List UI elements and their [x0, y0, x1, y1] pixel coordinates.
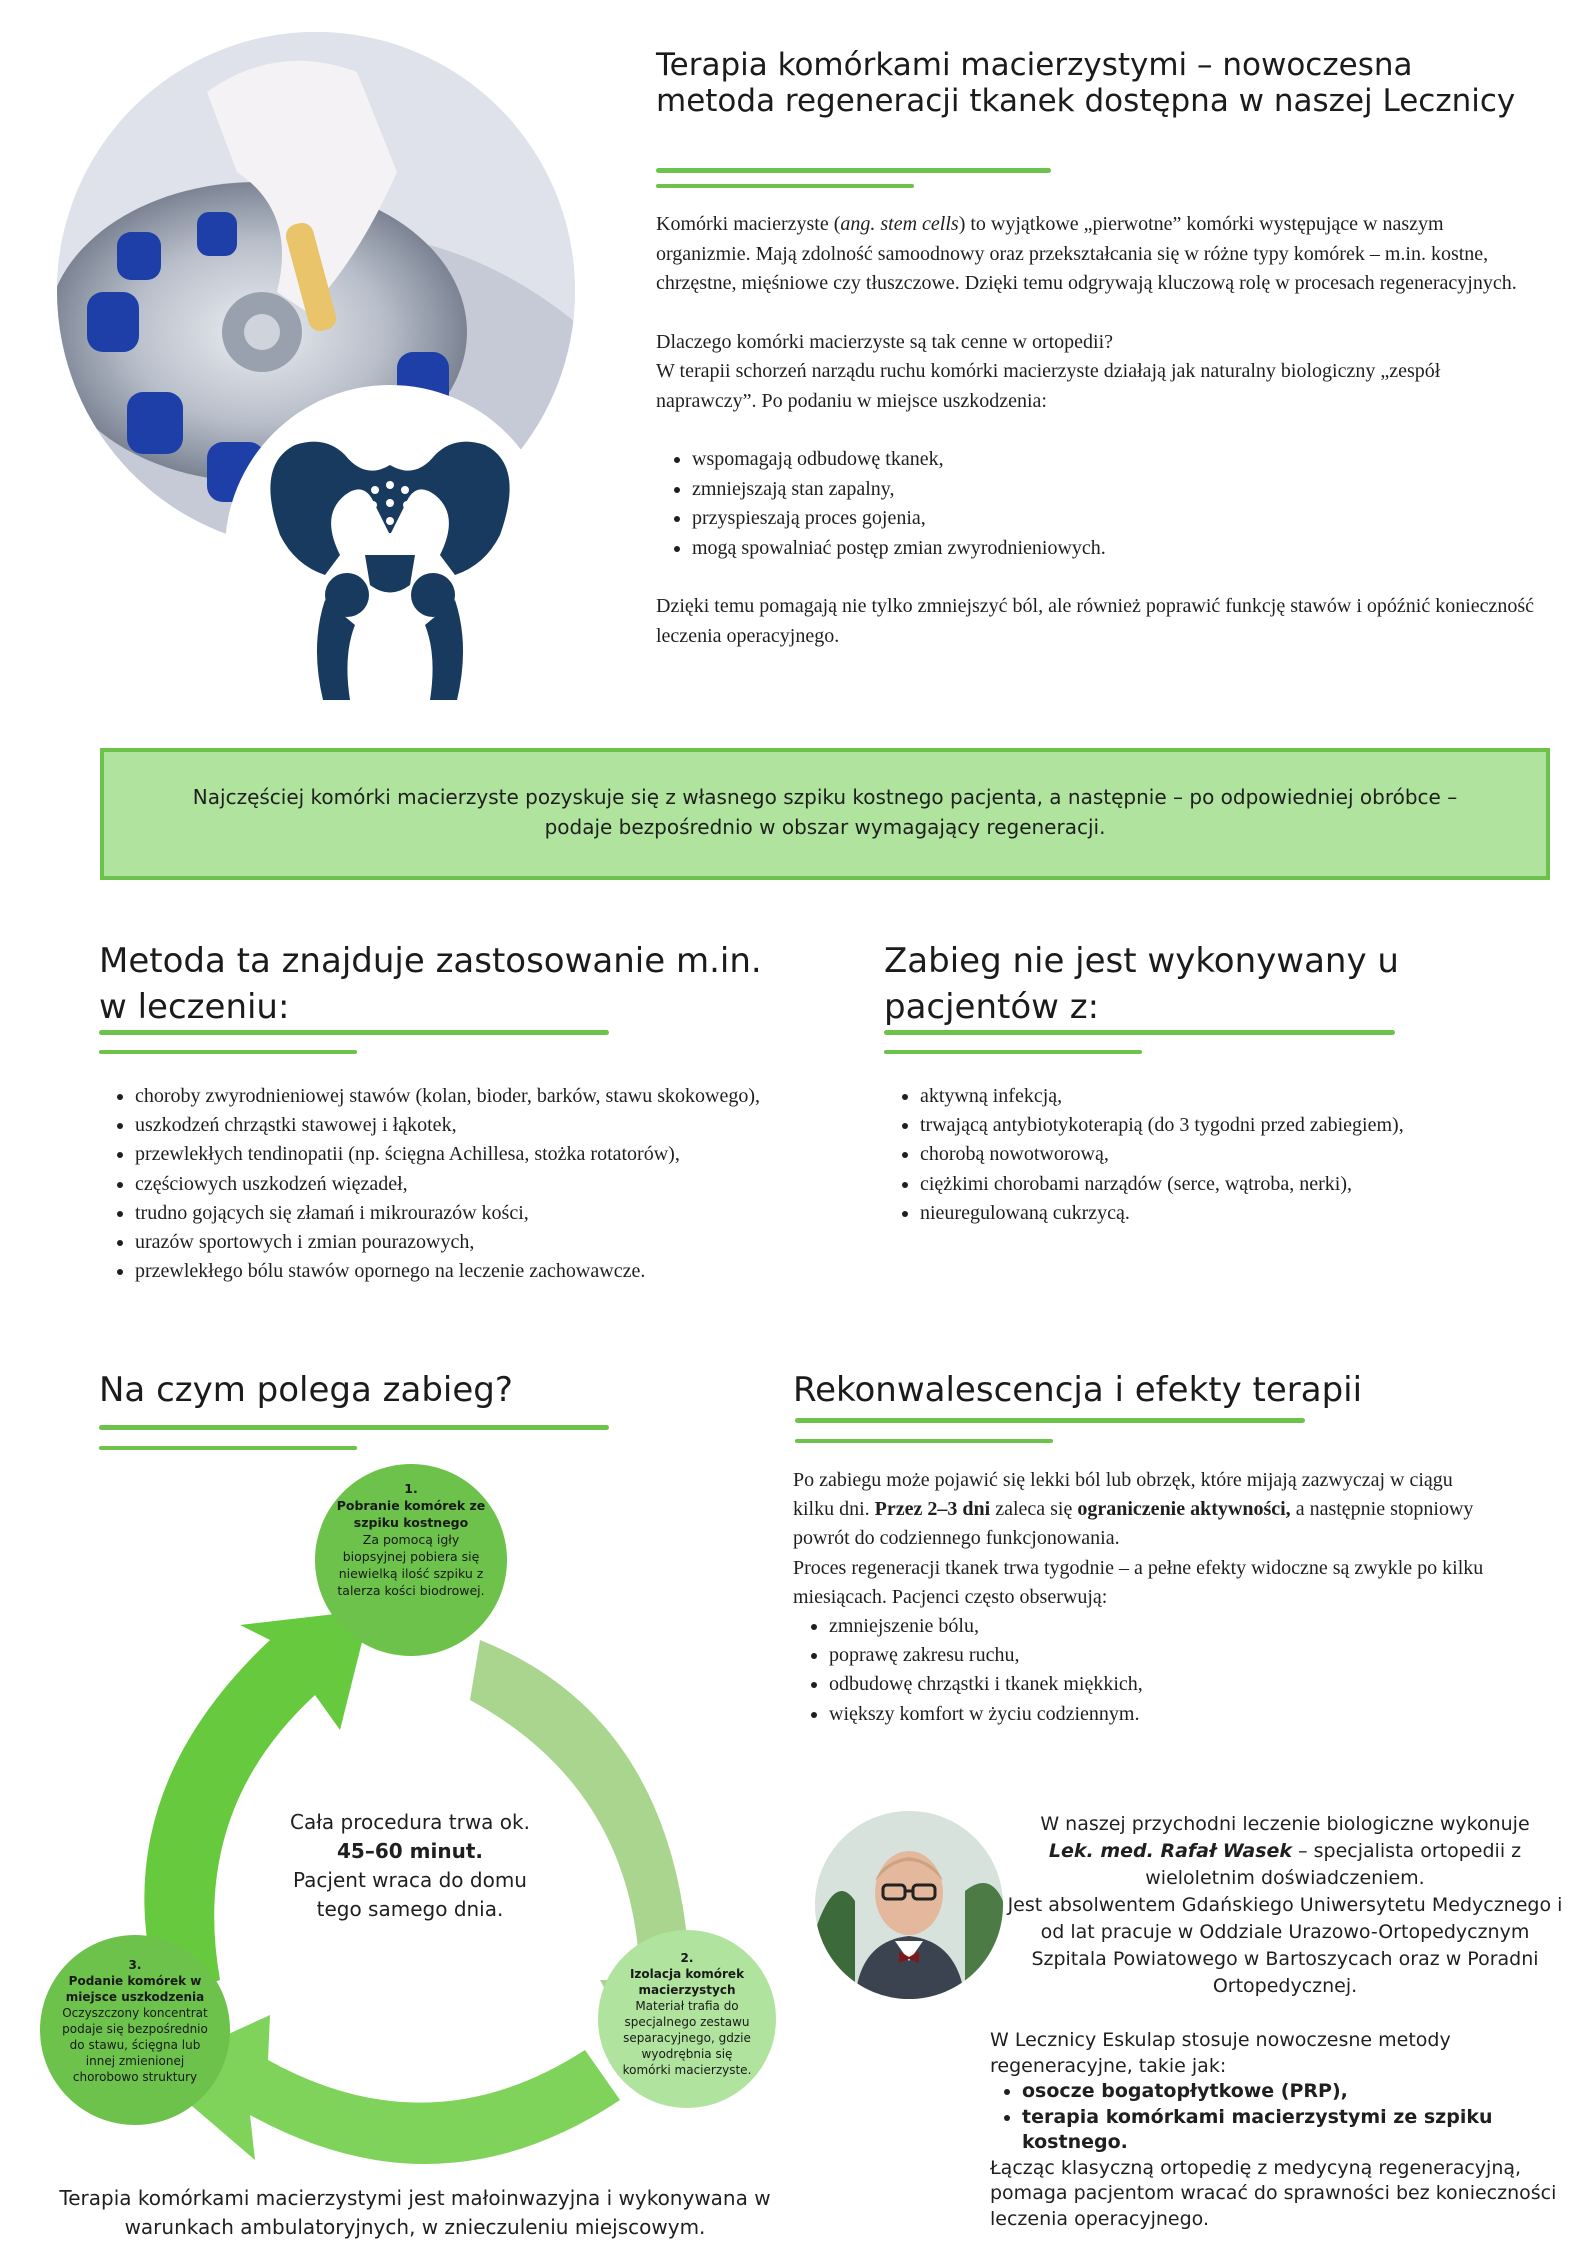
step-1-circle: [315, 1464, 507, 1656]
list-item: • przewlekłych tendinopatii (np. ścięgna Achillesa, stożka rotatorów),: [135, 1140, 775, 1169]
list-item: • trwającą antybiotykoterapią (do 3 tygodni przed zabiegiem),: [920, 1111, 1560, 1140]
list-item: • choroby zwyrodnieniowej stawów (kolan, bioder, barków, stawu skokowego),: [135, 1082, 775, 1111]
list-item: • większy komfort w życiu codziennym.: [829, 1700, 1493, 1729]
benefits-list: [656, 445, 1536, 563]
contraindications-list: [884, 1082, 1560, 1228]
step-3-circle: [40, 1935, 230, 2125]
intro-text: [656, 210, 1536, 651]
indications-underline: [99, 1030, 609, 1035]
contraindications-underline-short: [884, 1050, 1142, 1054]
step-3-title: Podanie komórek w miejsce uszkodzenia: [65, 1974, 205, 2004]
list-item: • urazów sportowych i zmian pourazowych,: [135, 1228, 775, 1257]
methods-intro: W Lecznicy Eskulap stosuje nowoczesne metody regeneracyjne, takie jak:: [990, 2029, 1451, 2077]
title-underline-short: [656, 184, 914, 188]
doctor-education: Jest absolwentem Gdańskiego Uniwersytetu Medycznego i od lat pracuje w Oddziale Urazowo-Ortopedycznym Szpitala Powiatowego w Bartoszycach oraz w Poradni Ortopedycznej.: [1007, 1894, 1563, 1997]
contraindications-title: Zabieg nie jest wykonywany u pacjentów z:: [884, 941, 1399, 1027]
recovery-text: [793, 1466, 1493, 1729]
procedure-footer: Terapia komórkami macierzystymi jest małoinwazyjna i wykonywana w warunkach ambulatoryjnych, w znieczuleniu miejscowym.: [59, 2186, 771, 2239]
duration-note: Pacjent wraca do domu tego samego dnia.: [293, 1868, 527, 1921]
intro-conclusion: Dzięki temu pomagają nie tylko zmniejszyć ból, ale również poprawić funkcję stawów i opóźnić konieczność leczenia operacyjnego.: [656, 595, 1535, 647]
list-item: • poprawę zakresu ruchu,: [829, 1641, 1493, 1670]
doctor-photo: [815, 1811, 1003, 1999]
step-1-title: Pobranie komórek ze szpiku kostnego: [336, 1498, 486, 1530]
list-item: • terapia komórkami macierzystymi ze szpiku kostnego.: [1022, 2105, 1560, 2156]
recovery-paragraph-2: Proces regeneracji tkanek trwa tygodnie – a pełne efekty widoczne są zwykle po kilku miesiącach. Pacjenci często obserwują:: [793, 1556, 1484, 1608]
procedure-title: Na czym polega zabieg?: [99, 1370, 513, 1410]
recovery-list: [793, 1612, 1493, 1729]
callout-box: [100, 748, 1550, 880]
list-item: • osocze bogatopłytkowe (PRP),: [1022, 2079, 1560, 2105]
list-item: • przyspieszają proces gojenia,: [692, 504, 1536, 534]
intro-question: Dlaczego komórki macierzyste są tak cenne w ortopedii?: [656, 330, 1114, 353]
step-1-text: Za pomocą igły biopsyjnej pobiera się niewielką ilość szpiku z talerza kości biodrowej.: [337, 1532, 485, 1598]
methods-closing: Łącząc klasyczną ortopedię z medycyną regeneracyjną, pomaga pacjentom wracać do sprawności bez konieczności leczenia operacyjnego.: [990, 2156, 1557, 2230]
recovery-underline: [795, 1418, 1305, 1423]
step-3-number: 3.: [128, 1958, 142, 1972]
indications-underline-short: [99, 1050, 357, 1054]
indications-title: Metoda ta znajduje zastosowanie m.in. w leczeniu:: [99, 941, 762, 1027]
doctor-name: Lek. med. Rafał Wasek: [1048, 1840, 1293, 1862]
recovery-title: Rekonwalescencja i efekty terapii: [793, 1370, 1363, 1410]
list-item: • aktywną infekcją,: [920, 1082, 1560, 1111]
list-item: • ciężkimi chorobami narządów (serce, wątroba, nerki),: [920, 1170, 1560, 1199]
step-2-number: 2.: [680, 1951, 694, 1965]
doctor-methods: [990, 2028, 1560, 2232]
pelvis-badge: [225, 385, 555, 715]
methods-list: [990, 2079, 1560, 2156]
list-item: • przewlekłego bólu stawów opornego na leczenie zachowawcze.: [135, 1257, 775, 1286]
recovery-paragraph: Po zabiegu może pojawić się lekki ból lub obrzęk, które mijają zazwyczaj w ciągu kilku dni. Przez 2–3 dni zaleca się ograniczenie aktywności, a następnie stopniowy powrót do codziennego funkcjonowania.: [793, 1469, 1474, 1550]
list-item: • zmniejszają stan zapalny,: [692, 475, 1536, 505]
pelvis-icon: [225, 385, 555, 715]
page-title: Terapia komórkami macierzystymi – nowoczesna metoda regeneracji tkanek dostępna w naszej Lecznicy: [656, 47, 1516, 119]
step-1-number: 1.: [404, 1481, 418, 1496]
duration-value: 45–60 minut.: [337, 1839, 483, 1863]
list-item: • mogą spowalniać postęp zmian zwyrodnieniowych.: [692, 534, 1536, 564]
duration-intro: Cała procedura trwa ok.: [290, 1810, 530, 1834]
step-2-text: Materiał trafia do specjalnego zestawu separacyjnego, gdzie wyodrębnia się komórki macierzyste.: [622, 1999, 752, 2077]
list-item: • nieuregulowaną cukrzycą.: [920, 1199, 1560, 1228]
procedure-duration: [270, 1808, 550, 1924]
list-item: • częściowych uszkodzeń więzadeł,: [135, 1170, 775, 1199]
intro-paragraph: Komórki macierzyste (ang. stem cells) to wyjątkowe „pierwotne” komórki występujące w naszym organizmie. Mają zdolność samoodnowy oraz przekształcania się w różne typy komórek – m.in. kostne, chrzęstne, mięśniowe czy tłuszczowe. Dzięki temu odgrywają kluczową rolę w procesach regeneracyjnych.: [656, 213, 1517, 294]
list-item: • wspomagają odbudowę tkanek,: [692, 445, 1536, 475]
list-item: • uszkodzeń chrząstki stawowej i łąkotek,: [135, 1111, 775, 1140]
list-item: • odbudowę chrząstki i tkanek miękkich,: [829, 1670, 1493, 1699]
list-item: • chorobą nowotworową,: [920, 1140, 1560, 1169]
doctor-portrait: [815, 1811, 1003, 1999]
indications-list: [99, 1082, 775, 1286]
doctor-intro: W naszej przychodni leczenie biologiczne wykonuje Lek. med. Rafał Wasek – specjalista ortopedii z wieloletnim doświadczeniem.: [1040, 1813, 1530, 1889]
doctor-bio: [1005, 1811, 1565, 2000]
callout-text: Najczęściej komórki macierzyste pozyskuje się z własnego szpiku kostnego pacjenta, a następnie – po odpowiedniej obróbce – podaje bezpośrednio w obszar wymagający regeneracji.: [192, 785, 1458, 839]
step-3-text: Oczyszczony koncentrat podaje się bezpośrednio do stawu, ścięgna lub innej zmienionej chorobowo struktury: [62, 2006, 208, 2084]
list-item: • trudno gojących się złamań i mikrourazów kości,: [135, 1199, 775, 1228]
list-item: • zmniejszenie bólu,: [829, 1612, 1493, 1641]
contraindications-underline: [884, 1030, 1395, 1035]
recovery-underline-short: [795, 1439, 1053, 1443]
title-underline: [656, 168, 1051, 173]
step-2-title: Izolacja komórek macierzystych: [629, 1967, 745, 1997]
intro-paragraph-2: W terapii schorzeń narządu ruchu komórki macierzyste działają jak naturalny biologiczny „zespół naprawczy”. Po podaniu w miejsce uszkodzenia:: [656, 360, 1441, 412]
procedure-underline-short: [99, 1446, 357, 1450]
procedure-underline: [99, 1425, 609, 1430]
step-2-circle: [598, 1930, 776, 2108]
